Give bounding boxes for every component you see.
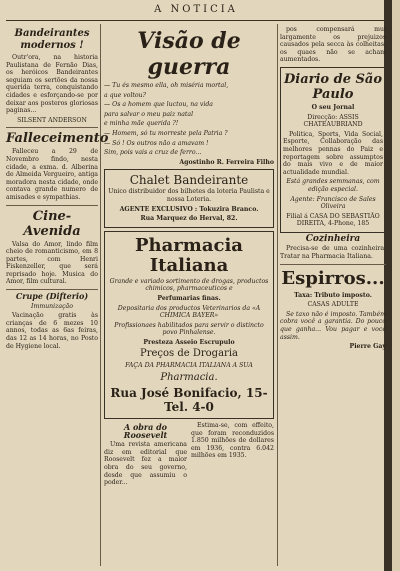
poem-line: — Tu és mesmo ella, oh miséria mortal, (104, 82, 229, 89)
ad-diario (280, 67, 386, 233)
poem-line: e minha mãe querida ?! (104, 120, 179, 128)
ad-pharmacia-call: FAÇA DA PHARMACIA ITALIANA A SUA (125, 362, 253, 370)
roosevelt-title: A obra do Roosevelt (123, 422, 168, 440)
poem-line: para salvar o meu paiz natal (104, 110, 194, 118)
poem-line: a que voltou? (104, 91, 146, 99)
column-divider (277, 24, 278, 566)
separator (280, 264, 386, 265)
ad-pharmacia-sub: Grande e variado sortimento de drogas, productos chimicos, pharmaceuticos e (109, 277, 269, 293)
roosevelt-body: Uma revista americana diz em editorial que Roosevelt fez a maior obra do seu governo, desde que assumiu o poder... (104, 441, 187, 487)
separator (6, 127, 98, 128)
column-divider (100, 24, 101, 566)
diario-body: Politica, Sports, Vida Social, Esporte, Collaboração das melhores pennas do Paiz e reportagem sobre assumptos do mais vivo e de maior actualidade mundial. (283, 130, 383, 176)
cozinheira-title: Cozinheira (305, 233, 361, 244)
ad-pharmacia-depot: Depositaria dos productos Veterinarios da «A CHIMICA BAYER» (117, 304, 261, 320)
poem-line: — Só ! Os outros não a amavam ! (104, 139, 209, 147)
ad-pharmacia-tags: Presteza Asseio Escrupulo (143, 338, 235, 346)
roosevelt-article (104, 422, 274, 489)
espirros-title: Espirros... (281, 267, 385, 289)
poem (104, 82, 274, 157)
poem-line: Sim, pois vais a cruz de ferro... (104, 149, 202, 157)
column-left (6, 26, 109, 566)
diario-note: Está grandes semmanas, com edição especial. (286, 178, 380, 193)
ad-pharmacia-address: Rua José Bonifacio, 15-Tel. 4-0 (110, 386, 268, 415)
poem-author: Agostinho R. Ferreira Filho (179, 158, 274, 166)
masthead-rule (6, 20, 386, 21)
espirros-author: Pierre Gay (349, 343, 386, 351)
column-center (104, 26, 274, 566)
poem-title: Visão de guerra (137, 28, 241, 80)
top-article-body: pos compensará mui largamente os prejuizos causados pela secca às colheitas, os quaes não se acham aumentados. (280, 26, 386, 64)
ad-chalet-address: Rua Marquez do Herval, 82. (140, 215, 238, 223)
diario-title: Diario de São Paulo (284, 71, 382, 102)
poem-line: — Os a homem que luctou, na vida (104, 101, 213, 109)
crupe-subtitle: Immunização (31, 302, 73, 310)
article-title: Bandeirantes modernos ! (14, 28, 90, 51)
ad-pharmacia-pharmacia: Pharmacia. (160, 372, 218, 384)
ad-chalet-agent: AGENTE EXCLUSIVO : Tokuzira Branco. (119, 205, 259, 213)
separator (6, 289, 98, 290)
ad-chalet-text: Unico distribuidor dos bilhetes da loteria Paulista e nossa Loteria. (108, 188, 270, 203)
poem-line: — Homem, só tu morreste pela Patria ? (104, 129, 228, 137)
diario-contact: Filial á CASA DO SEBASTIÃO DIREITA, 4-Phone, 185 (286, 212, 380, 228)
separator (6, 205, 98, 206)
espirros-body: Se taxo não é imposto. Também cobra você a garantia. Do pouco que ganha... Vou pagar e você assim. (280, 310, 386, 341)
ad-chalet (104, 169, 274, 227)
diario-subtitle: O seu Jornal (311, 103, 355, 111)
article-signature: SILSENT ANDERSON (17, 116, 87, 124)
cinema-body: Valsa do Amor, lindo film cheio de romanticismo, em 8 partes, com Henri Fiskenzeller, que será reprisado hoje. Musica do Amor, film cultural. (6, 240, 98, 286)
ad-pharmacia-perfumes: Perfumarias finas. (157, 294, 221, 302)
article-body: Outr'ora, na historia Paulistana de Fernão Dias, os heróicos Bandeirantes seguiam os sertões da nossa querida terra, conquistando cidades e esforçando-se por deixar aos posteros gloriosas paginas... (6, 54, 98, 115)
ad-pharmacia-prof: Profissionaes habilitados para servir o distincto povo Pinhalense. (114, 321, 264, 337)
crupe-body: Vacinação gratis às crianças de 6 mezes 10 annos, todas as 6as feiras, das 12 as 14 horas, no Posto de Hygiene local. (6, 312, 98, 350)
cozinheira-body: Precisa-se de uma cozinheira. Tratar na Pharmacia Italiana. (280, 245, 386, 261)
column-right (280, 26, 386, 566)
roosevelt-body-continued: Estima-se, com effeito, que foram reconduzidos 1.850 milhões de dollares em 1936, contra 6.042 milhões em 1935. (191, 422, 274, 460)
obituary-body: Falleceu a 29 de Novembro findo, nesta cidade, a exma. d. Alberina de Almeida Vergueiro, antiga moradora nesta cidade, onde contava grande numero de amisades e sympathias. (6, 148, 98, 201)
espirros-subtitle: Taxa: Tributo imposto. (294, 291, 372, 299)
ad-chalet-title: Chalet Bandeirante (129, 173, 249, 188)
cinema-title: Cine-Avenida (23, 208, 81, 239)
espirros-subtitle2: CASAS ADULTE (307, 301, 359, 309)
diario-agent: Agente: Francisco de Sales Oliveira (290, 195, 376, 211)
ad-pharmacia (104, 231, 274, 419)
ad-pharmacia-prices: Preços de Drogaria (140, 348, 238, 360)
ad-pharmacia-title: Pharmacia Italiana (135, 234, 243, 276)
crupe-title: Crupe (Difterio) (15, 291, 89, 302)
diario-direction: Direcção: ASSIS CHATEAUBRIAND (303, 113, 363, 129)
obituary-title: Falleceimento (6, 131, 109, 147)
masthead: A NOTICIA (154, 4, 238, 15)
